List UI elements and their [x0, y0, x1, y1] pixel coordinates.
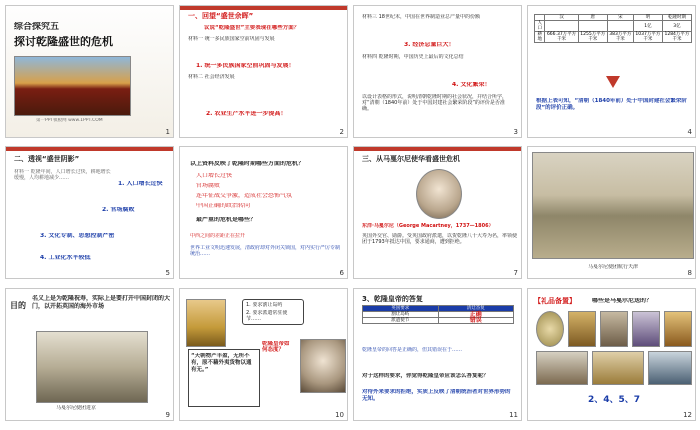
slide-conclusion: 根据上表可知，“清朝（1840年前）处于中国封建社会繁荣阶段”的评价正确。	[536, 98, 687, 111]
gift-image-ship	[536, 351, 588, 385]
slide-text: 英国外交官、勋爵。受英国政府派遣，以贺乾隆八十大寿为名，率领使团于1793年抵达中国，要求通商，遭到拒绝。	[362, 233, 517, 245]
slide-text: 1. 要求割让岛屿	[246, 302, 283, 308]
slide-text: 材料四 乾隆时期，中国历史上最后的文化总结	[362, 54, 464, 60]
slide-text: 材料二 社会经济发展	[188, 74, 235, 80]
slide-note: 中西之间的差距正在拉开	[190, 233, 246, 239]
slide-text: 材料一 统一多民族国家空前巩固与发展	[188, 36, 275, 42]
slide-number: 2	[339, 128, 344, 136]
slide-heading: 二、透视“盛世阴影”	[14, 155, 80, 163]
slide-thumbnail-3[interactable]	[353, 5, 522, 138]
gift-image-5	[664, 311, 692, 347]
slide-heading: 3、乾隆皇帝的答复	[362, 295, 423, 303]
slide-bullet: 3. 经济总量巨大！	[404, 42, 455, 48]
table-cell: 666.37万平方千米	[545, 32, 578, 43]
slide-number: 1	[165, 128, 170, 136]
gift-image-8	[648, 351, 692, 385]
slide-caption: 马戛尔尼使团航行天津	[588, 264, 639, 270]
slide-question: 议说“乾隆盛世”主要表现在哪些方面？	[204, 25, 300, 31]
gift-image-4	[632, 311, 660, 347]
table-header: 宋	[607, 15, 633, 21]
slide-thumbnail-7[interactable]	[353, 146, 522, 279]
slide-bullet: 1. 统一多民族国家空前巩固与发展！	[196, 63, 295, 69]
list-item: 人口增长过快	[196, 173, 233, 179]
slide-text: 材料三 18世纪末，中国在世界制造业总产量中的份额	[362, 14, 480, 20]
header-stripe	[6, 147, 173, 151]
slide-number: 7	[513, 269, 518, 277]
gift-image-globe	[536, 311, 564, 347]
table-header: 明	[633, 15, 662, 21]
header-stripe	[354, 147, 521, 151]
slide-label: 目的	[10, 301, 26, 310]
table-header: 唐	[578, 15, 607, 21]
slide-thumbnail-9[interactable]	[5, 288, 174, 421]
slide-question: 哪些是马戛尔尼送的？	[592, 298, 653, 304]
slide-number: 5	[165, 269, 170, 277]
slide-bullet: 3. 文化专制、思想控制严密	[40, 233, 115, 239]
slide-text: 2. 要求派遣常驻使节……	[246, 310, 288, 322]
slide-question: 乾隆皇帝如何态度？	[262, 341, 290, 353]
slide-thumbnail-1[interactable]	[5, 5, 174, 138]
slide-heading: 三、从马戛尔尼使华看盛世危机	[362, 155, 460, 163]
qianlong-portrait	[186, 299, 226, 347]
table-cell	[607, 21, 633, 32]
list-item: 官场腐败	[196, 183, 221, 189]
table-cell: 1284万平方千米	[662, 32, 691, 43]
header-stripe	[180, 6, 347, 10]
table-header: 乾隆时期	[662, 15, 691, 21]
slide-bullet: 1. 人口增长过快	[118, 181, 163, 187]
macartney-portrait	[416, 169, 462, 219]
slide-bullet: 4. 文化繁荣！	[452, 82, 491, 88]
slide-question: 最严重的危机是哪些？	[196, 217, 257, 223]
slide-1-subtitle: 综合探究五	[14, 22, 60, 32]
slide-number: 11	[509, 411, 518, 419]
slide-thumbnail-12[interactable]	[527, 288, 696, 421]
slide-heading: 一、回望“盛世余晖”	[188, 12, 254, 20]
down-arrow-icon	[606, 76, 620, 88]
table-cell	[545, 21, 578, 32]
slide-caption: 东洋·马戛尔尼（George Macartney，1737—1806）	[362, 223, 494, 229]
slide-number: 3	[513, 128, 518, 136]
slide-text: 材料一 乾隆年间，人口增长过快，耕地增长缓慢，人均耕地减少……	[14, 169, 111, 181]
gift-image-7	[592, 351, 644, 385]
macartney-portrait	[300, 339, 346, 393]
slide-bullet: 4. 工业化水平较低	[40, 255, 91, 261]
slide-text: 乾隆皇帝的回答是正确的，但其错误在于……	[362, 347, 463, 353]
slide-1-title: 探讨乾隆盛世的危机	[14, 36, 113, 48]
slide-thumbnail-8[interactable]	[527, 146, 696, 279]
answer-table	[362, 305, 514, 324]
table-header: 英国要求	[363, 306, 439, 312]
slide-question: 对于这样的要求，你觉得乾隆皇帝应该怎么答复呢？	[362, 373, 489, 379]
slide-thumbnail-5[interactable]	[5, 146, 174, 279]
slide-number: 8	[687, 269, 692, 277]
slide-number: 10	[335, 411, 344, 419]
slide-thumbnail-10[interactable]	[179, 288, 348, 421]
table-cell: 割让岛屿	[363, 312, 439, 318]
slide-heading: 【礼品备置】	[534, 297, 576, 305]
palace-photo	[14, 56, 131, 116]
table-cell: 正确	[438, 312, 514, 318]
table-header: 清廷答复	[438, 306, 514, 312]
slide-thumbnail-2[interactable]	[179, 5, 348, 138]
table-cell: 耕地	[535, 32, 545, 43]
table-cell: 3亿	[662, 21, 691, 32]
table-cell: 1亿	[633, 21, 662, 32]
slide-number: 4	[687, 128, 692, 136]
slide-text: 世界工业文明迅速发展，清政府却对外闭关锁国，对内实行严厉专制统治……	[190, 245, 340, 257]
table-cell: 1255万平方千米	[578, 32, 607, 43]
table-cell: 人口	[535, 21, 545, 32]
list-item: 连年征战交争激，造成社会恐怖气氛	[196, 193, 293, 199]
slide-number: 6	[339, 269, 344, 277]
ship-painting	[532, 152, 694, 259]
slide-question: 以上资料反映了乾隆时期哪些方面的危机？	[190, 161, 305, 167]
gift-image-clock	[568, 311, 596, 347]
procession-photo	[36, 331, 148, 403]
comparison-table	[534, 14, 692, 43]
slide-quote: “天朝物产丰盈，无所不有，原不藉外夷货物以通有无。”	[191, 353, 252, 373]
slide-number: 9	[165, 411, 170, 419]
slide-conclusion: 对待外来要求的拒绝，实质上反映了清朝统治者对世界形势的无知。	[362, 389, 511, 402]
slide-thumbnail-6[interactable]	[179, 146, 348, 279]
slide-bullet: 2. 农业生产水平进一步提高！	[206, 111, 287, 117]
slide-bullet: 2. 官场腐败	[102, 207, 135, 213]
table-cell	[578, 21, 607, 32]
slide-1-credit: 第一PPT模板网 www.1PPT.COM	[36, 118, 103, 123]
answer-text: 2、4、5、7	[588, 395, 641, 405]
table-cell: 错误	[438, 318, 514, 324]
slide-caption: 马戛尔尼使团进京	[56, 405, 97, 411]
slide-text: 以设计表格的形式，说明清朝乾隆时期的社会状况，并结合所学，对“清朝（1840年前）处于中国封建社会繁荣阶段”的评价是否准确。	[362, 94, 508, 112]
table-cell: 派遣使节	[363, 318, 439, 324]
slide-number: 12	[683, 411, 692, 419]
slide-text: 名义上是为乾隆祝寿，实际上是要打开中国封闭的大门，以开拓英国的海外市场	[32, 295, 171, 310]
slide-thumbnail-11[interactable]	[353, 288, 522, 421]
gift-image-3	[600, 311, 628, 347]
table-header: 汉	[545, 15, 578, 21]
table-cell: 1037万平方千米	[633, 32, 662, 43]
list-item: 中国正确的政治转向	[196, 203, 251, 209]
table-cell: 383万平方千米	[607, 32, 633, 43]
slide-thumbnail-4[interactable]	[527, 5, 696, 138]
